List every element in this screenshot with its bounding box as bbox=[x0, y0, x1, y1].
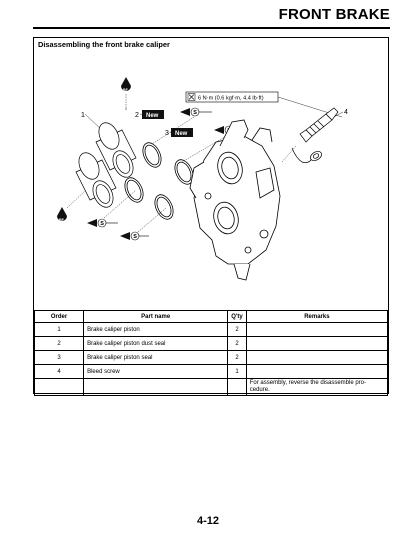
torque-spec-label bbox=[186, 92, 278, 102]
grease-icon-1 bbox=[180, 108, 212, 116]
dust-seal-lower bbox=[121, 175, 146, 205]
grease-symbol-3: S bbox=[100, 221, 104, 228]
row-remarks bbox=[246, 365, 387, 379]
row-part-name bbox=[84, 379, 228, 396]
callout-2: 2 bbox=[135, 112, 139, 119]
row-order: 4 bbox=[35, 365, 84, 379]
callout-1: 1 bbox=[81, 112, 85, 119]
col-header-remarks: Remarks bbox=[246, 311, 387, 323]
row-qty: 2 bbox=[228, 351, 246, 365]
piston-seal-lower bbox=[151, 192, 176, 222]
table-row bbox=[35, 379, 388, 396]
new-badge-2-text: New bbox=[146, 113, 159, 119]
callout-3: 3 bbox=[165, 130, 169, 137]
fluid-symbol-top: BF bbox=[123, 88, 128, 92]
row-part-name: Brake caliper piston dust seal bbox=[84, 337, 228, 351]
new-badge-3-text: New bbox=[175, 131, 188, 137]
row-part-name: Bleed screw bbox=[84, 365, 228, 379]
table-row bbox=[35, 323, 388, 337]
torque-wrench-icon bbox=[188, 94, 195, 101]
brake-fluid-icon-bottom bbox=[57, 207, 67, 222]
table-header-row bbox=[35, 311, 388, 323]
col-header-order: Order bbox=[35, 311, 84, 323]
row-qty bbox=[228, 379, 246, 396]
brake-fluid-icon-top bbox=[121, 77, 131, 92]
row-remarks bbox=[246, 337, 387, 351]
section-title: Disassembling the front brake caliper bbox=[38, 40, 170, 49]
row-order: 1 bbox=[35, 323, 84, 337]
row-part-name: Brake caliper piston seal bbox=[84, 351, 228, 365]
row-order: 3 bbox=[35, 351, 84, 365]
grease-symbol-1: S bbox=[193, 110, 197, 117]
row-qty: 1 bbox=[228, 365, 246, 379]
bleed-screw bbox=[300, 108, 338, 142]
page-number: 4-12 bbox=[196, 515, 220, 527]
page-header-title: FRONT BRAKE bbox=[278, 6, 390, 23]
table-row bbox=[35, 365, 388, 379]
parts-table bbox=[34, 310, 388, 396]
col-header-qty: Q'ty bbox=[228, 311, 246, 323]
torque-spec-text: 6 N·m (0.6 kgf·m, 4.4 lb·ft) bbox=[198, 95, 264, 102]
row-order: 2 bbox=[35, 337, 84, 351]
row-part-name: Brake caliper piston bbox=[84, 323, 228, 337]
bleed-screw-cap bbox=[292, 148, 323, 163]
grease-symbol-4: S bbox=[133, 234, 137, 241]
new-badge-2 bbox=[142, 110, 164, 119]
table-row bbox=[35, 351, 388, 365]
row-remarks: For assembly, reverse the disassemble pro-cedure. bbox=[246, 379, 387, 396]
row-qty: 2 bbox=[228, 323, 246, 337]
grease-icon-4 bbox=[120, 232, 149, 240]
callout-4: 4 bbox=[344, 109, 348, 116]
header-rule bbox=[33, 27, 390, 29]
row-remarks bbox=[246, 323, 387, 337]
row-remarks bbox=[246, 351, 387, 365]
procedure-frame bbox=[33, 37, 389, 394]
row-order bbox=[35, 379, 84, 396]
col-header-part-name: Part name bbox=[84, 311, 228, 323]
fluid-symbol-bottom: BF bbox=[59, 218, 64, 222]
table-row bbox=[35, 337, 388, 351]
new-badge-3 bbox=[171, 128, 193, 137]
dust-seal-upper bbox=[139, 140, 164, 170]
caliper-exploded-diagram bbox=[34, 50, 388, 310]
caliper-body bbox=[190, 120, 280, 280]
grease-icon-3 bbox=[87, 219, 118, 227]
row-qty: 2 bbox=[228, 337, 246, 351]
